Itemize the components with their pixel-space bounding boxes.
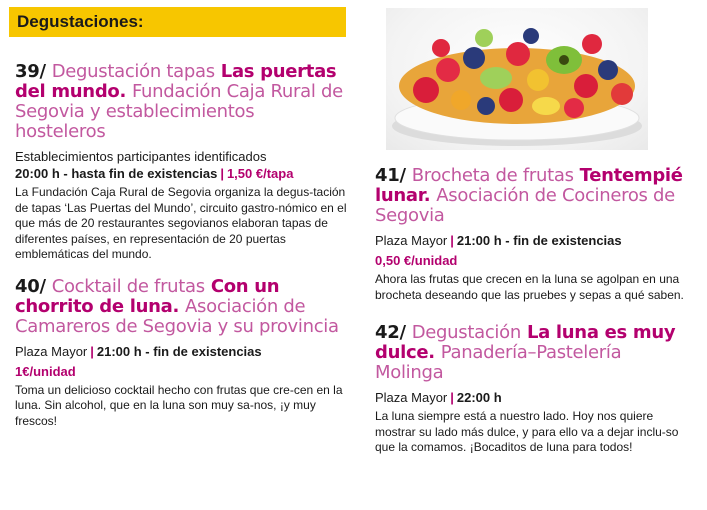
event-time: 22:00 h — [456, 390, 502, 405]
event-price: 1,50 €/tapa — [226, 166, 294, 181]
event-organizer: Fundación Caja Rural de Segovia y establecimientos hosteleros — [15, 81, 343, 142]
event-place: Plaza Mayor — [375, 233, 448, 248]
event-time: 20:00 h - hasta fin de existencias — [15, 166, 218, 181]
event-kind: Degustación — [411, 322, 521, 343]
event-number: 41/ — [375, 165, 406, 186]
event-place: Plaza Mayor — [375, 390, 448, 405]
separator: | — [450, 233, 454, 248]
event-title — [15, 62, 347, 142]
event-entry-39 — [15, 62, 347, 263]
event-entry-41 — [375, 166, 695, 303]
event-name: Con un chorrito de luna. — [15, 275, 280, 317]
section-title: Degustaciones: — [17, 12, 144, 31]
event-description: La luna siempre está a nuestro lado. Hoy nos quiere mostrar su lado más dulce, y para ello va a dejar inclu-so que la comamos. ¡Bocaditos de luna para todos! — [375, 409, 679, 454]
event-name: La luna es muy dulce. — [375, 322, 676, 363]
right-column — [375, 166, 695, 470]
event-entry-40 — [15, 277, 347, 430]
event-title — [375, 166, 695, 226]
event-time: 21:00 h - fin de existencias — [456, 233, 622, 248]
event-description: Ahora las frutas que crecen en la luna se agolpan en una brocheta deseando que las pruebes y sepas a qué saben. — [375, 272, 684, 302]
separator: | — [220, 166, 224, 181]
event-kind: Brocheta de frutas — [411, 165, 574, 186]
fruit-salad-photo — [386, 8, 648, 150]
event-time: 21:00 h - fin de existencias — [96, 343, 262, 359]
section-header — [9, 7, 346, 37]
event-schedule — [15, 343, 347, 360]
event-name: Las puertas del mundo. — [15, 61, 337, 102]
event-place: Plaza Mayor — [15, 343, 88, 359]
event-kind: Degustación tapas — [51, 61, 215, 82]
fruit-salad-illustration — [386, 8, 648, 150]
event-place: Establecimientos participantes identificados — [15, 149, 267, 164]
event-organizer: Asociación de Camareros de Segovia y su provincia — [15, 295, 339, 337]
event-number: 42/ — [375, 322, 406, 343]
event-entry-42 — [375, 323, 695, 456]
event-schedule — [375, 232, 695, 249]
event-kind: Cocktail de frutas — [51, 275, 205, 297]
event-schedule — [375, 389, 695, 406]
separator: | — [450, 390, 454, 405]
event-name: Tentempié lunar. — [375, 165, 683, 206]
left-column — [15, 62, 347, 443]
event-price: 1€/unidad — [15, 363, 76, 379]
event-organizer: Panadería–Pastelería Molinga — [375, 342, 622, 383]
event-number: 40/ — [15, 275, 46, 297]
event-number: 39/ — [15, 61, 46, 82]
separator: | — [90, 343, 94, 359]
event-schedule — [15, 165, 347, 182]
event-description: Toma un delicioso cocktail hecho con frutas que cre-cen en la luna. Sin alcohol, que en la luna son muy sa-nos, ¡y muy frescos! — [15, 382, 343, 428]
event-title — [375, 323, 695, 383]
event-title — [15, 277, 347, 337]
event-organizer: Asociación de Cocineros de Segovia — [375, 185, 675, 226]
event-price: 0,50 €/unidad — [375, 253, 458, 268]
event-description: La Fundación Caja Rural de Segovia organiza la degus-tación de tapas ‘Las Puertas del Mundo’, circuito gastro-nómico en el que más de 20 restaurantes segovianos elaboran tapas de diferentes países, en representación de 20 puertas emblemáticas del mundo. — [15, 185, 347, 261]
